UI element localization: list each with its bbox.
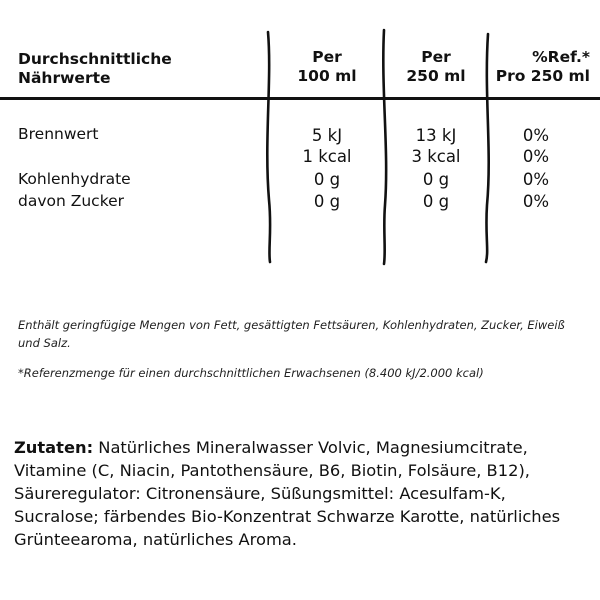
table-header-per-100ml: Per 100 ml (297, 48, 357, 85)
row-label-energy: Brennwert (18, 125, 99, 143)
reference-intake-note: *Referenzmenge für einen durchschnittlichen Erwachsenen (8.400 kJ/2.000 kcal) (18, 366, 484, 380)
cell-energy-kj-ref: 0% (522, 126, 550, 145)
cell-carbs-ref: 0% (522, 170, 550, 189)
cell-energy-kj-250ml: 13 kJ (415, 126, 457, 145)
row-label-sugar: davon Zucker (18, 192, 125, 210)
ingredients-heading: Zutaten: (14, 438, 94, 457)
cell-energy-kcal-250ml: 3 kcal (411, 147, 461, 166)
cell-energy-kcal-ref: 0% (522, 147, 550, 166)
cell-sugar-ref: 0% (522, 192, 550, 211)
table-header-reference: %Ref.* Pro 250 ml (495, 48, 590, 85)
cell-energy-kj-100ml: 5 kJ (311, 126, 343, 145)
table-header-title: Durchschnittliche Nährwerte (18, 50, 172, 87)
ingredients-paragraph (14, 436, 589, 551)
cell-sugar-250ml: 0 g (422, 192, 450, 211)
cell-energy-kcal-100ml: 1 kcal (302, 147, 352, 166)
table-header-per-250ml: Per 250 ml (406, 48, 466, 85)
row-label-carbohydrates: Kohlenhydrate (18, 170, 131, 188)
cell-carbs-250ml: 0 g (422, 170, 450, 189)
cell-carbs-100ml: 0 g (313, 170, 341, 189)
trace-amounts-note: Enthält geringfügige Mengen von Fett, gesättigten Fettsäuren, Kohlenhydraten, Zucker, Eiweiß und Salz. (18, 318, 565, 350)
cell-sugar-100ml: 0 g (313, 192, 341, 211)
ingredients-text: Natürliches Mineralwasser Volvic, Magnesiumcitrate, Vitamine (C, Niacin, Pantothensäure, B6, Biotin, Folsäure, B12), Säureregulator: Citronensäure, Süßungsmittel: Acesulfam-K, Sucralose; färbendes Bio-Konzentrat Schwarze Karotte, natürliches Grünteearoma, natürliches Aroma. (14, 438, 561, 549)
